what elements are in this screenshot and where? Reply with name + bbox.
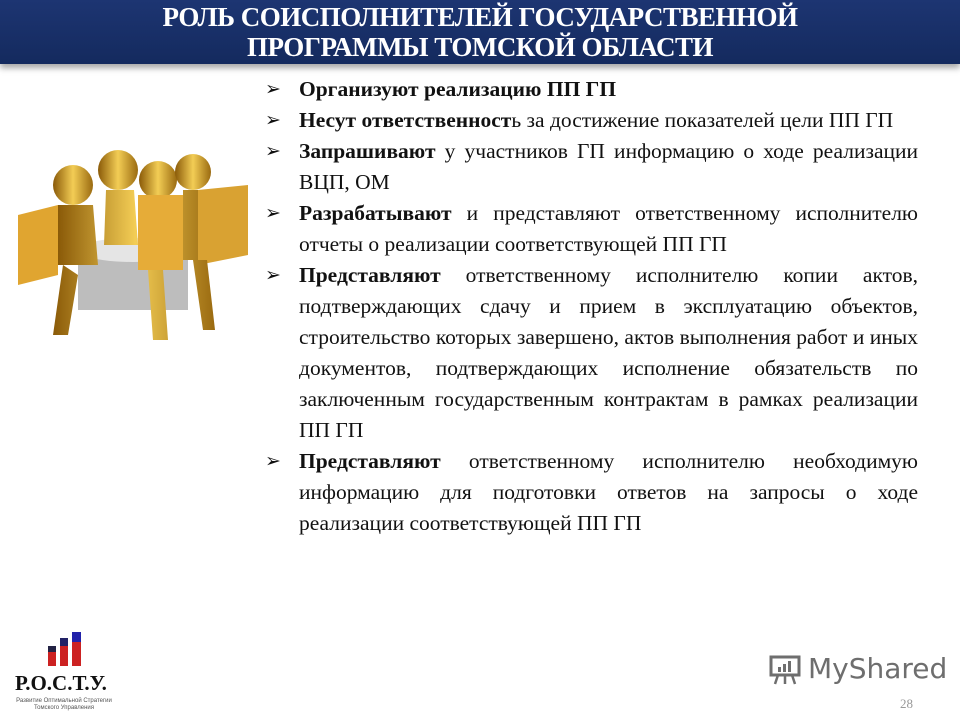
bullet-bold: Разрабатывают [299, 201, 452, 225]
arrow-bullet-icon: ➢ [265, 141, 281, 162]
arrow-bullet-icon: ➢ [265, 203, 281, 224]
arrow-bullet-icon: ➢ [265, 265, 281, 286]
rostu-logo-icon [12, 630, 112, 670]
bullet-bold: Запрашивают [299, 139, 436, 163]
arrow-bullet-icon: ➢ [265, 110, 281, 131]
slide-header [0, 0, 960, 64]
watermark-text: MyShared [808, 652, 948, 685]
bullet-text: и представляют ответственному исполнителю отчеты о реализации соответствующей ПП ГП [299, 201, 918, 256]
title-line-1: РОЛЬ СОИСПОЛНИТЕЛЕЙ ГОСУДАРСТВЕННОЙ [162, 2, 798, 32]
page-number: 28 [900, 696, 913, 711]
bullet-list [265, 74, 918, 539]
bullet-text: ь за достижение показателей цели ПП ГП [511, 108, 894, 132]
bullet-text: у участников ГП информацию о ходе реализации ВЦП, ОМ [299, 139, 918, 194]
presentation-board-icon [768, 652, 802, 686]
bullet-item [265, 74, 918, 105]
bullet-text: ответственному исполнителю копии актов, подтверждающих сдачу и прием в эксплуатацию объектов, строительство которых завершено, актов выполнения работ и иных документов, подтверждающих исполнение обязательств по заключенным государственным контрактам в рамках реализации ПП ГП [299, 263, 918, 442]
bullet-item [265, 446, 918, 539]
title-line-2: ПРОГРАММЫ ТОМСКОЙ ОБЛАСТИ [246, 32, 714, 62]
watermark [768, 652, 947, 686]
bullet-item [265, 260, 918, 446]
logo-subtitle: Развитие Оптимальной Стратегии Томского Управления [16, 698, 112, 711]
bullet-bold: Организуют реализацию ПП ГП [299, 77, 617, 101]
bullet-item [265, 136, 918, 198]
arrow-bullet-icon: ➢ [265, 451, 281, 472]
bullet-bold: Представляют [299, 449, 441, 473]
bullet-bold: Несут ответственност [299, 108, 512, 132]
golden-figures-illustration [18, 150, 258, 345]
arrow-bullet-icon: ➢ [265, 79, 281, 100]
bullet-item [265, 198, 918, 260]
logo-name: Р.О.С.Т.У. [15, 671, 107, 695]
bullet-text: ответственному исполнителю необходимую информацию для подготовки ответов на запросы о ходе реализации соответствующей ПП ГП [299, 449, 918, 535]
bullet-item [265, 105, 918, 136]
bullet-bold: Представляют [299, 263, 441, 287]
